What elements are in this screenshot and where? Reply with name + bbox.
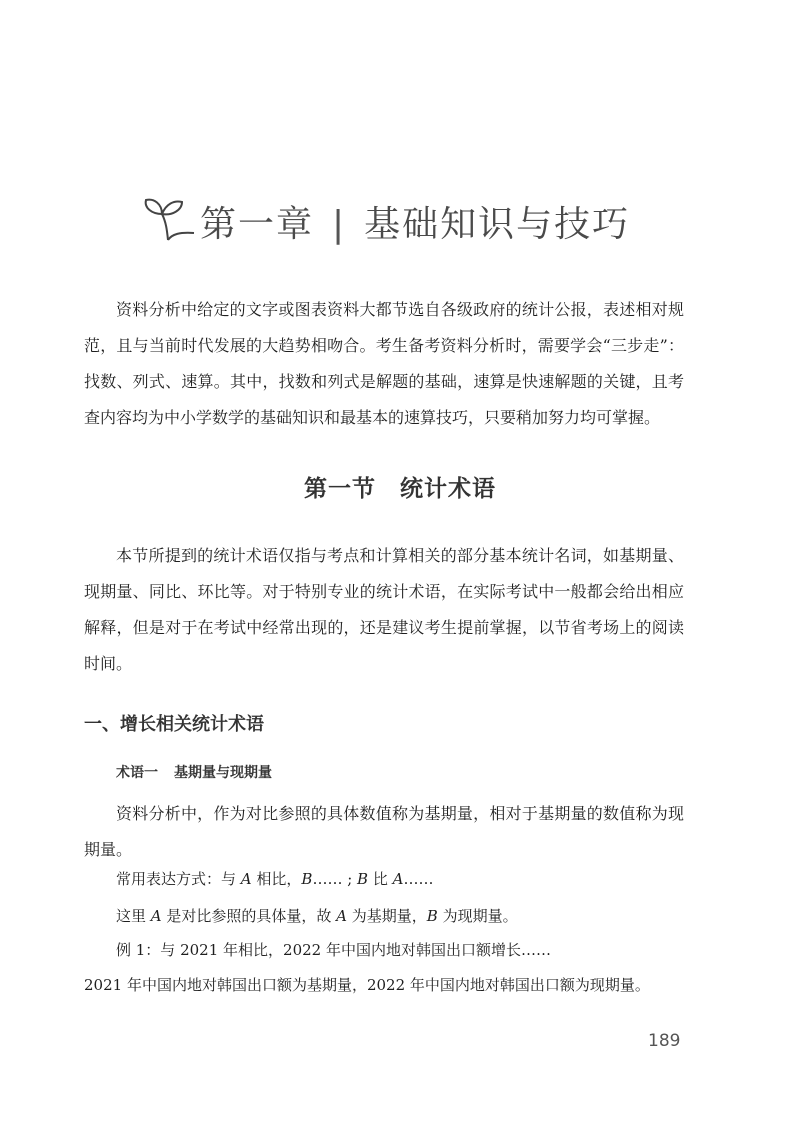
intro-paragraph: 资料分析中给定的文字或图表资料大都节选自各级政府的统计公报，表述相对规范，且与当前时代发展的大趋势相吻合。考生备考资料分析时，需要学会“三步走”：找数、列式、速算。其中，找数和列式是解题的基础，速算是快速解题的关键，且考查内容均为中小学数学的基础知识和最基本的速算技巧，只要稍加努力均可掌握。: [84, 300, 684, 427]
term-definition: 资料分析中，作为对比参照的具体数值称为基期量，相对于基期量的数值称为现期量。: [84, 804, 684, 859]
chapter-number: 第一章: [200, 203, 315, 245]
section-paragraph: 本节所提到的统计术语仅指与考点和计算相关的部分基本统计名词，如基期量、现期量、同比、环比等。对于特别专业的统计术语，在实际考试中一般都会给出相应解释，但是对于在考试中经常出现的，还是建议考生提前掌握，以节省考场上的阅读时间。: [84, 546, 684, 673]
chapter-title: [200, 196, 630, 247]
term-explanation: 这里 A 是对比参照的具体量，故 A 为基期量，B 为现期量。: [116, 907, 518, 925]
term-expression: 常用表达方式：与 A 相比，B…… ; B 比 A……: [116, 870, 434, 888]
chapter-separator: |: [332, 203, 347, 245]
example-question: 例 1：与 2021 年相比，2022 年中国内地对韩国出口额增长……: [116, 941, 551, 959]
chapter-name: 基础知识与技巧: [364, 203, 631, 245]
example-answer: 2021 年中国内地对韩国出口额为基期量，2022 年中国内地对韩国出口额为现期量。: [84, 976, 650, 994]
section-title: [0, 470, 800, 503]
term-number: 术语一: [116, 765, 158, 781]
term-title: [116, 762, 272, 782]
subsection-title: 一、增长相关统计术语: [84, 714, 264, 735]
page-number: 189: [648, 1031, 681, 1051]
term-name: 基期量与现期量: [174, 765, 272, 781]
section-name: 统计术语: [400, 476, 496, 502]
section-number: 第一节: [304, 476, 376, 502]
chapter-heading: [138, 186, 630, 256]
sprout-icon: [138, 190, 200, 252]
